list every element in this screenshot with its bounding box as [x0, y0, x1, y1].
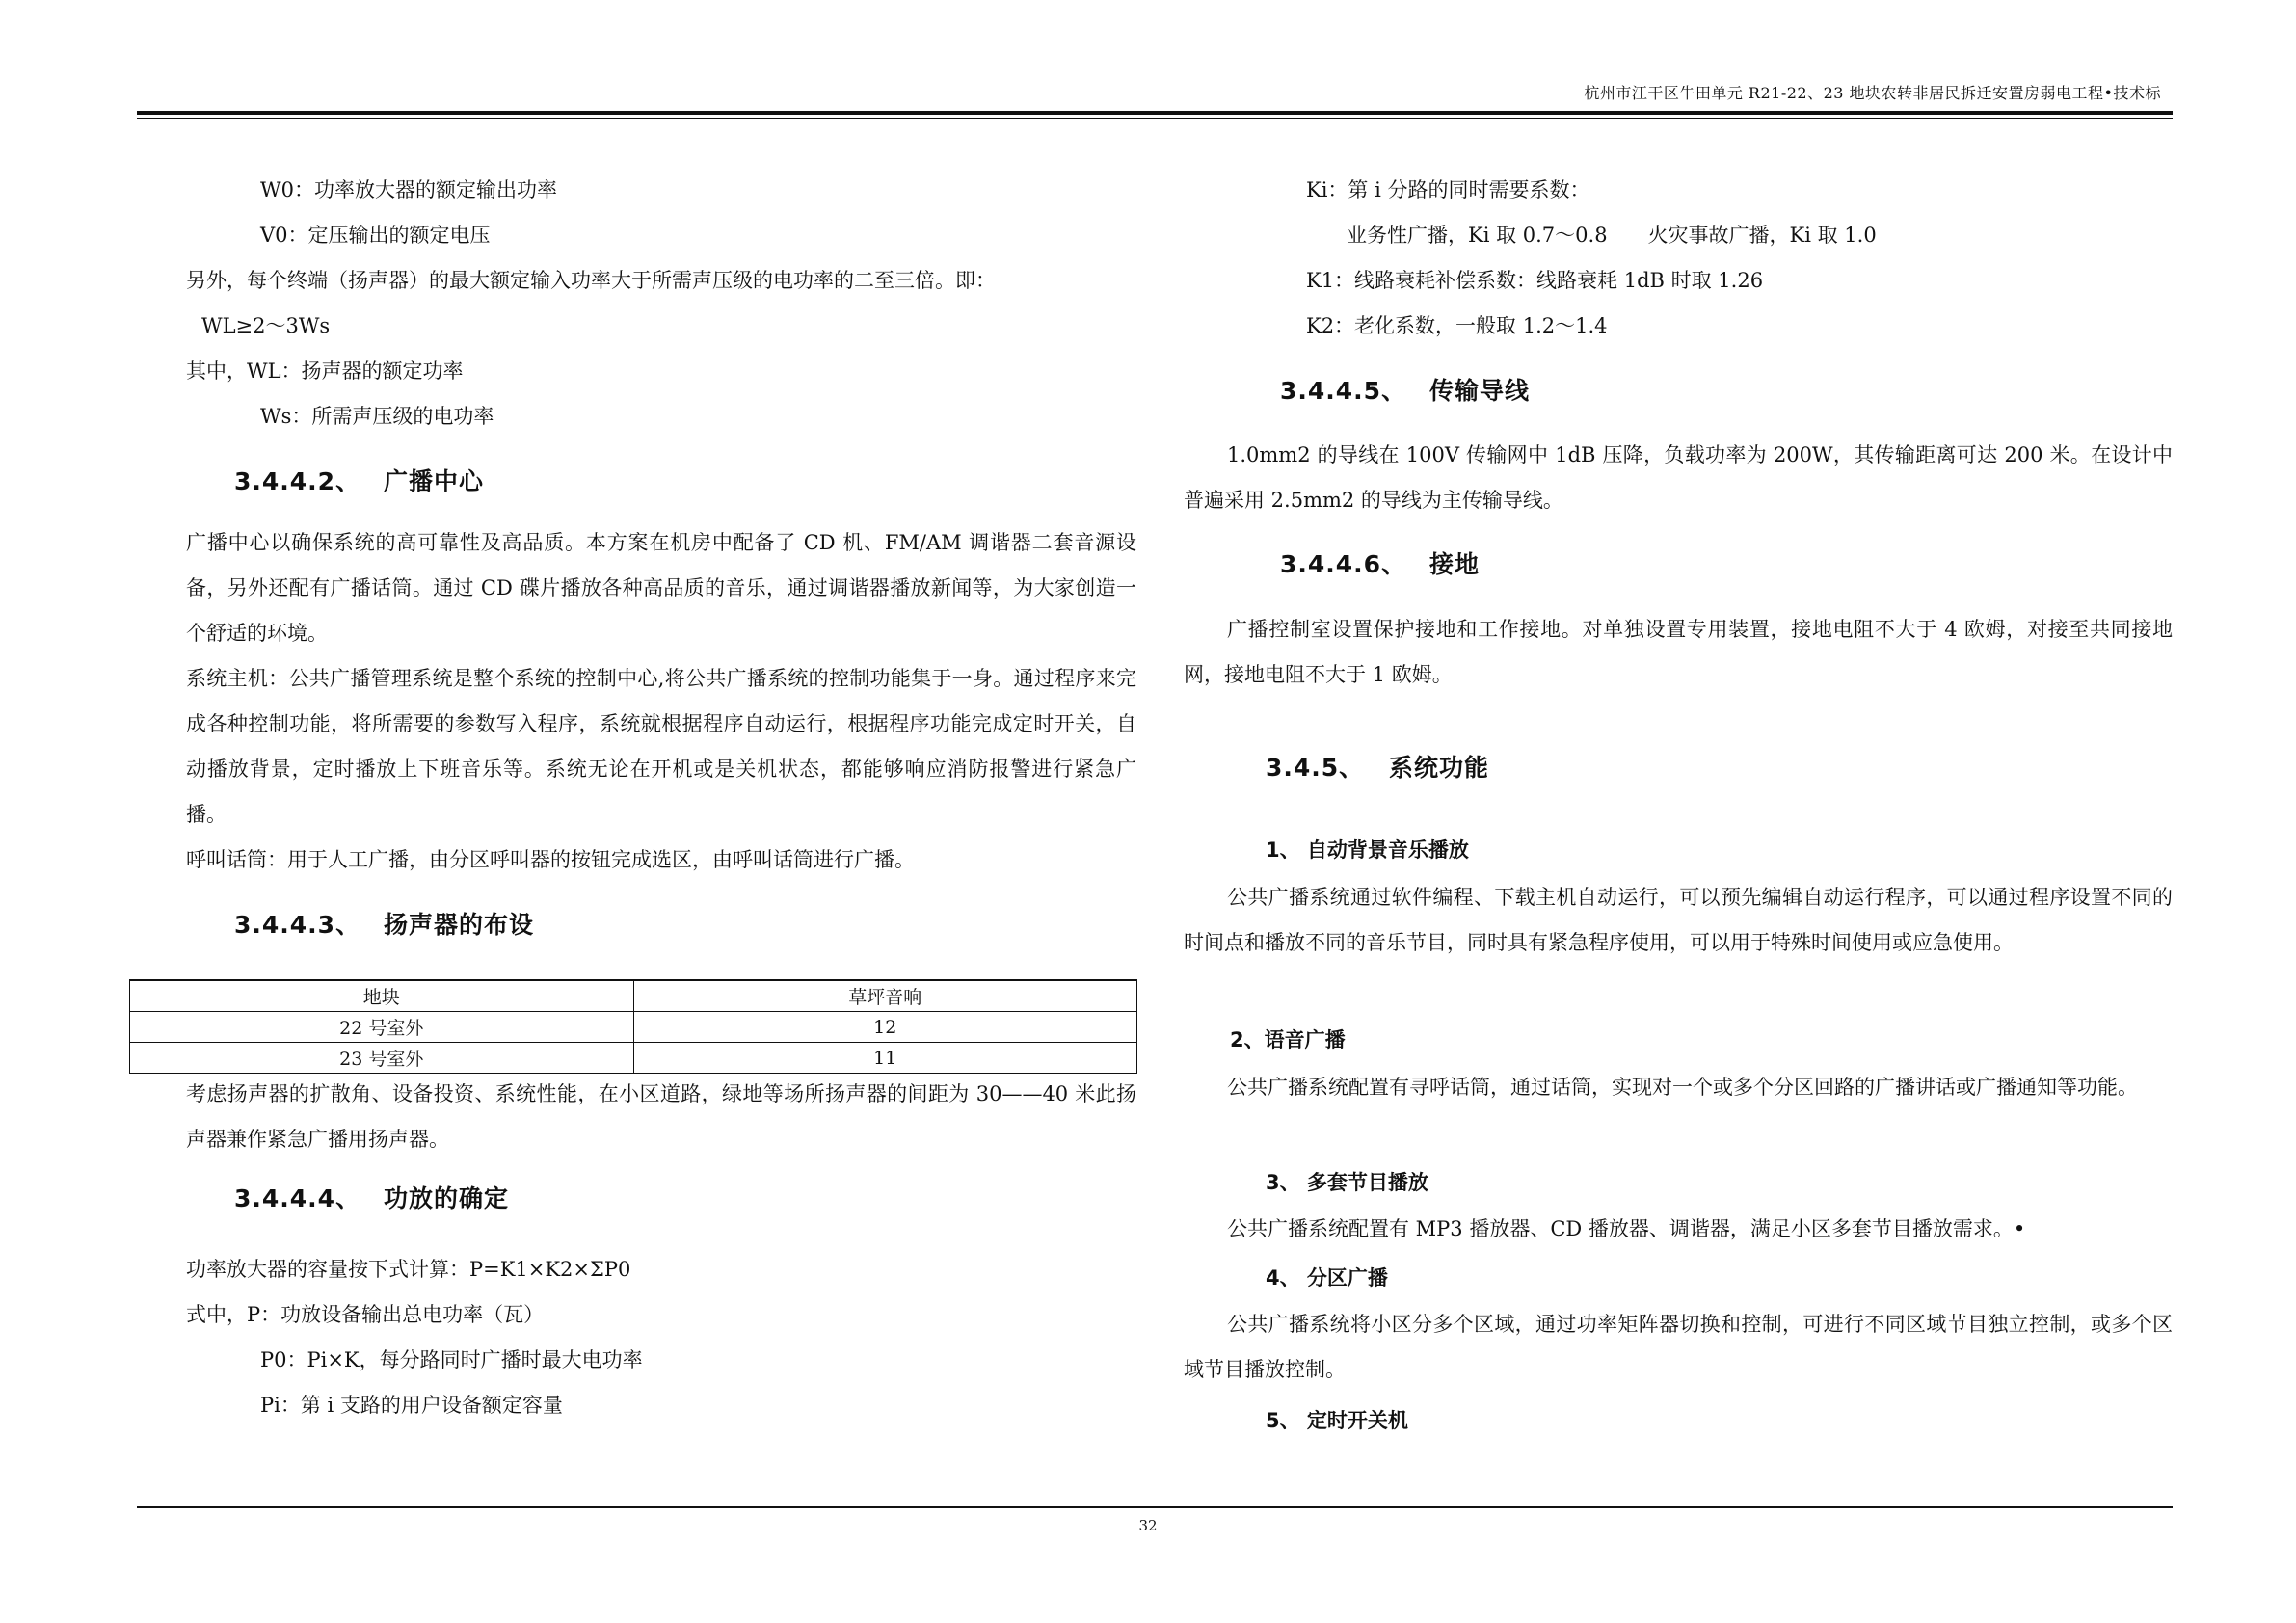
formula-line: WL≥2～3Ws	[201, 314, 331, 337]
speaker-table	[129, 979, 1137, 1074]
section-heading	[234, 1180, 509, 1214]
header-rule	[137, 111, 2173, 115]
text-line: W0：功率放大器的额定输出功率	[260, 178, 557, 201]
table-header-cell: 草坪音响	[633, 980, 1137, 1012]
subsection-title: 3、 多套节目播放	[1266, 1171, 1428, 1194]
section-heading	[1266, 749, 1489, 784]
text-line: 其中，WL：扬声器的额定功率	[186, 359, 464, 383]
subsection-title: 4、 分区广播	[1266, 1266, 1388, 1290]
section-heading	[234, 463, 484, 497]
section-number: 3.4.4.4、	[234, 1184, 361, 1212]
table-cell: 11	[633, 1043, 1137, 1074]
formula-line: 式中，P：功放设备输出总电功率（瓦）	[186, 1303, 545, 1326]
text-line: Ki：第 i 分路的同时需要系数：	[1306, 178, 1590, 201]
section-heading	[234, 906, 534, 941]
subsection-title: 5、 定时开关机	[1266, 1409, 1408, 1432]
table-header-row	[130, 980, 1137, 1012]
text-line: 另外，每个终端（扬声器）的最大额定输入功率大于所需声压级的电功率的二至三倍。即：	[186, 269, 996, 292]
table-header-cell: 地块	[130, 980, 634, 1012]
paragraph: 公共广播系统将小区分多个区域，通过功率矩阵器切换和控制，可进行不同区域节目独立控制，或多个区域节目播放控制。	[1184, 1313, 2173, 1381]
paragraph: 呼叫话筒：用于人工广播，由分区呼叫器的按钮完成选区，由呼叫话筒进行广播。	[186, 848, 915, 871]
section-number: 3.4.5、	[1266, 754, 1365, 782]
subsection-title: 1、 自动背景音乐播放	[1266, 838, 1469, 862]
table-row	[130, 1043, 1137, 1074]
text-line: Ws：所需声压级的电功率	[260, 405, 494, 428]
text-line: K2：老化系数，一般取 1.2～1.4	[1306, 314, 1608, 337]
table-cell: 12	[633, 1012, 1137, 1043]
section-title: 传输导线	[1429, 377, 1531, 405]
section-title: 扬声器的布设	[384, 911, 535, 939]
footer-rule	[137, 1506, 2173, 1508]
table-row	[130, 1012, 1137, 1043]
table-cell: 23 号室外	[130, 1043, 634, 1074]
paragraph: 考虑扬声器的扩散角、设备投资、系统性能，在小区道路，绿地等场所扬声器的间距为 30——40 米此扬声器兼作紧急广播用扬声器。	[186, 1082, 1136, 1151]
formula-line: 功率放大器的容量按下式计算：P=K1×K2×ΣP0	[186, 1258, 631, 1281]
paragraph: 广播控制室设置保护接地和工作接地。对单独设置专用装置，接地电阻不大于 4 欧姆，对接至共同接地网，接地电阻不大于 1 欧姆。	[1184, 618, 2173, 686]
section-title: 功放的确定	[384, 1184, 510, 1212]
table-cell: 22 号室外	[130, 1012, 634, 1043]
text-line: 业务性广播，Ki 取 0.7～0.8 火灾事故广播，Ki 取 1.0	[1347, 224, 1877, 247]
section-number: 3.4.4.6、	[1280, 550, 1407, 578]
text-line: K1：线路衰耗补偿系数：线路衰耗 1dB 时取 1.26	[1306, 269, 1764, 292]
paragraph: 公共广播系统配置有 MP3 播放器、CD 播放器、调谐器，满足小区多套节目播放需求。•	[1227, 1217, 2026, 1240]
page-number: 32	[1138, 1517, 1158, 1534]
header-rule-thin	[137, 118, 2173, 119]
section-number: 3.4.4.2、	[234, 467, 361, 495]
section-title: 系统功能	[1389, 754, 1490, 782]
section-title: 广播中心	[384, 467, 485, 495]
text-line: V0：定压输出的额定电压	[260, 224, 491, 247]
section-number: 3.4.4.3、	[234, 911, 361, 939]
section-title: 接地	[1429, 550, 1481, 578]
section-heading	[1280, 372, 1530, 407]
paragraph: 广播中心以确保系统的高可靠性及高品质。本方案在机房中配备了 CD 机、FM/AM 调谐器二套音源设备，另外还配有广播话筒。通过 CD 碟片播放各种高品质的音乐，通过调谐器播放新闻等，为大家创造一个舒适的环境。	[186, 531, 1136, 645]
section-number: 3.4.4.5、	[1280, 377, 1407, 405]
document-header: 杭州市江干区牛田单元 R21-22、23 地块农转非居民拆迁安置房弱电工程•技术标	[1584, 84, 2161, 102]
paragraph: 系统主机：公共广播管理系统是整个系统的控制中心,将公共广播系统的控制功能集于一身。通过程序来完成各种控制功能，将所需要的参数写入程序，系统就根据程序自动运行，根据程序功能完成定时开关，自动播放背景，定时播放上下班音乐等。系统无论在开机或是关机状态，都能够响应消防报警进行紧急广播。	[186, 667, 1136, 826]
formula-line: Pi：第 i 支路的用户设备额定容量	[260, 1394, 563, 1417]
formula-line: P0：Pi×K，每分路同时广播时最大电功率	[260, 1348, 643, 1371]
paragraph: 1.0mm2 的导线在 100V 传输网中 1dB 压降，负载功率为 200W，其传输距离可达 200 米。在设计中普遍采用 2.5mm2 的导线为主传输导线。	[1184, 443, 2173, 512]
paragraph: 公共广播系统通过软件编程、下载主机自动运行，可以预先编辑自动运行程序，可以通过程序设置不同的时间点和播放不同的音乐节目，同时具有紧急程序使用，可以用于特殊时间使用或应急使用。	[1184, 886, 2173, 954]
paragraph: 公共广播系统配置有寻呼话筒，通过话筒，实现对一个或多个分区回路的广播讲话或广播通知等功能。	[1227, 1076, 2138, 1099]
subsection-title: 2、语音广播	[1230, 1028, 1346, 1051]
section-heading	[1280, 545, 1480, 580]
